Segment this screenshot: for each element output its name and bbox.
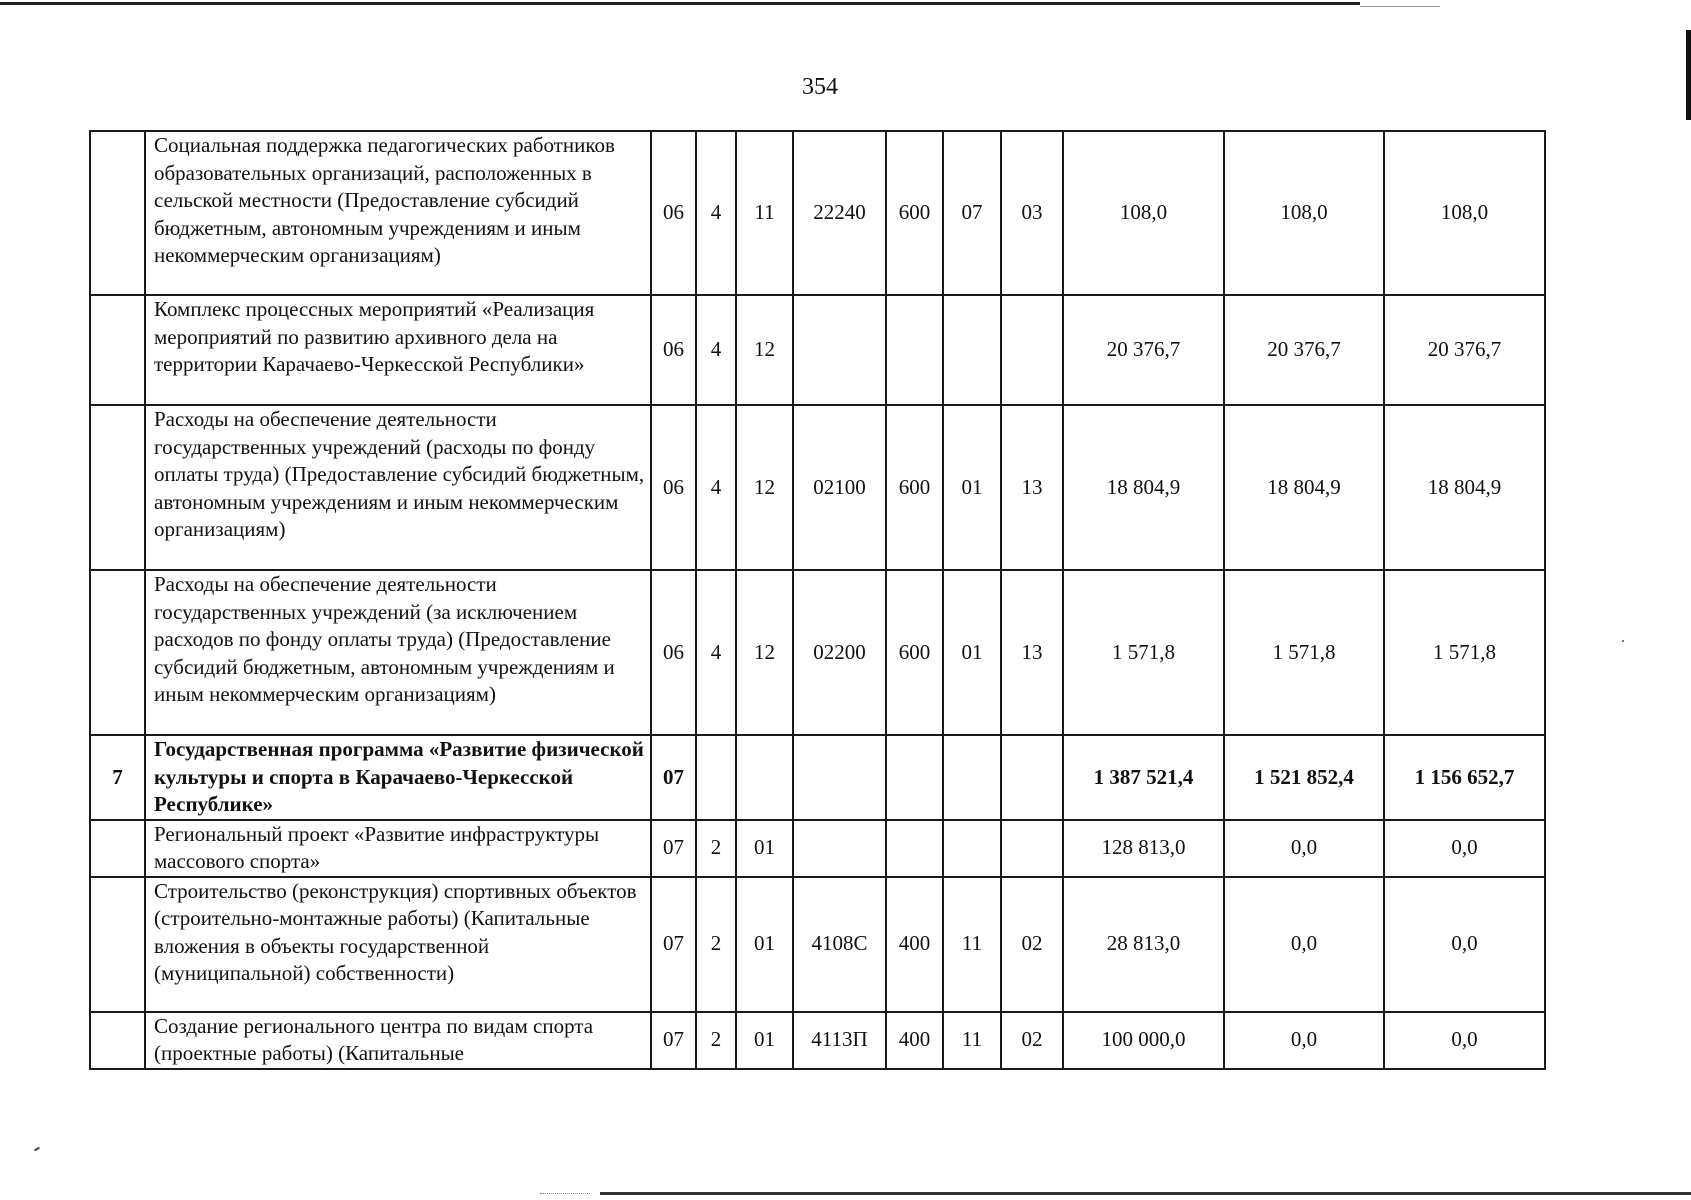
code-expense-type-cell: 600 <box>886 405 943 570</box>
amount-year3-cell: 1 571,8 <box>1384 570 1545 735</box>
code-section-cell <box>943 735 1001 820</box>
code-program-cell: 06 <box>651 570 696 735</box>
code-subprogram-cell <box>736 735 793 820</box>
row-number-cell <box>90 570 145 735</box>
amount-year3-cell: 0,0 <box>1384 877 1545 1012</box>
scan-border-right <box>1686 30 1691 120</box>
item-name-cell: Строительство (реконструкция) спортивных объектов (строительно-монтажные работы) (Капитальные вложения в объекты государственной (муниципальной) собственности) <box>145 877 651 1012</box>
amount-year3-cell: 0,0 <box>1384 1012 1545 1069</box>
table-row <box>90 131 1545 295</box>
table-row <box>90 295 1545 405</box>
item-name-cell: Комплекс процессных мероприятий «Реализация мероприятий по развитию архивного дела на территории Карачаево-Черкесской Республики» <box>145 295 651 405</box>
code-expense-type-cell: 400 <box>886 1012 943 1069</box>
code-section-cell <box>943 295 1001 405</box>
item-name-cell: Государственная программа «Развитие физической культуры и спорта в Карачаево-Черкесской Республике» <box>145 735 651 820</box>
code-direction-cell: 4113П <box>793 1012 886 1069</box>
amount-year3-cell: 20 376,7 <box>1384 295 1545 405</box>
code-type-cell: 4 <box>696 295 736 405</box>
table-row <box>90 735 1545 820</box>
code-type-cell <box>696 735 736 820</box>
item-name-cell: Социальная поддержка педагогических работников образовательных организаций, расположенных в сельской местности (Предоставление субсидий бюджетным, автономным учреждениям и иным некоммерческим организациям) <box>145 131 651 295</box>
amount-year3-cell: 108,0 <box>1384 131 1545 295</box>
amount-year1-cell: 128 813,0 <box>1063 820 1224 877</box>
code-expense-type-cell: 600 <box>886 131 943 295</box>
code-section-cell: 11 <box>943 877 1001 1012</box>
code-subprogram-cell: 12 <box>736 570 793 735</box>
code-subprogram-cell: 01 <box>736 1012 793 1069</box>
code-subsection-cell: 02 <box>1001 1012 1063 1069</box>
code-type-cell: 4 <box>696 405 736 570</box>
amount-year2-cell: 1 521 852,4 <box>1224 735 1384 820</box>
code-program-cell: 07 <box>651 735 696 820</box>
table-row <box>90 405 1545 570</box>
code-program-cell: 06 <box>651 295 696 405</box>
code-section-cell: 07 <box>943 131 1001 295</box>
code-direction-cell: 02200 <box>793 570 886 735</box>
scan-border-top <box>0 2 1360 5</box>
scan-border-top-faint <box>1360 6 1440 7</box>
amount-year1-cell: 1 571,8 <box>1063 570 1224 735</box>
code-subsection-cell: 13 <box>1001 405 1063 570</box>
amount-year1-cell: 100 000,0 <box>1063 1012 1224 1069</box>
code-expense-type-cell: 400 <box>886 877 943 1012</box>
code-section-cell: 11 <box>943 1012 1001 1069</box>
table-row <box>90 877 1545 1012</box>
scan-speck <box>34 1147 40 1152</box>
code-program-cell: 07 <box>651 820 696 877</box>
code-direction-cell <box>793 820 886 877</box>
amount-year2-cell: 18 804,9 <box>1224 405 1384 570</box>
item-name-cell: Региональный проект «Развитие инфраструктуры массового спорта» <box>145 820 651 877</box>
code-program-cell: 06 <box>651 131 696 295</box>
code-type-cell: 2 <box>696 1012 736 1069</box>
code-direction-cell: 4108С <box>793 877 886 1012</box>
amount-year1-cell: 20 376,7 <box>1063 295 1224 405</box>
code-subsection-cell: 02 <box>1001 877 1063 1012</box>
amount-year3-cell: 1 156 652,7 <box>1384 735 1545 820</box>
code-subprogram-cell: 01 <box>736 877 793 1012</box>
item-name-cell: Создание регионального центра по видам спорта (проектные работы) (Капитальные <box>145 1012 651 1069</box>
row-number-cell <box>90 405 145 570</box>
code-expense-type-cell <box>886 295 943 405</box>
code-section-cell <box>943 820 1001 877</box>
scan-speck <box>1622 640 1624 642</box>
amount-year2-cell: 0,0 <box>1224 877 1384 1012</box>
table-row <box>90 820 1545 877</box>
code-direction-cell <box>793 735 886 820</box>
item-name-cell: Расходы на обеспечение деятельности государственных учреждений (за исключением расходов по фонду оплаты труда) (Предоставление субсидий бюджетным, автономным учреждениям и иным некоммерческим организациям) <box>145 570 651 735</box>
code-subsection-cell <box>1001 820 1063 877</box>
code-program-cell: 07 <box>651 1012 696 1069</box>
amount-year3-cell: 18 804,9 <box>1384 405 1545 570</box>
code-type-cell: 4 <box>696 131 736 295</box>
amount-year3-cell: 0,0 <box>1384 820 1545 877</box>
page-number: 354 <box>802 74 838 100</box>
amount-year1-cell: 18 804,9 <box>1063 405 1224 570</box>
code-direction-cell <box>793 295 886 405</box>
row-number-cell <box>90 1012 145 1069</box>
amount-year1-cell: 108,0 <box>1063 131 1224 295</box>
code-subsection-cell <box>1001 735 1063 820</box>
table-body <box>90 131 1545 1069</box>
code-expense-type-cell: 600 <box>886 570 943 735</box>
amount-year2-cell: 1 571,8 <box>1224 570 1384 735</box>
table-row <box>90 570 1545 735</box>
code-program-cell: 07 <box>651 877 696 1012</box>
code-section-cell: 01 <box>943 405 1001 570</box>
row-number-cell <box>90 820 145 877</box>
budget-table <box>89 130 1546 1070</box>
row-number-cell <box>90 295 145 405</box>
amount-year1-cell: 1 387 521,4 <box>1063 735 1224 820</box>
code-expense-type-cell <box>886 820 943 877</box>
table-row <box>90 1012 1545 1069</box>
code-subsection-cell: 13 <box>1001 570 1063 735</box>
code-section-cell: 01 <box>943 570 1001 735</box>
code-direction-cell: 02100 <box>793 405 886 570</box>
code-program-cell: 06 <box>651 405 696 570</box>
scan-border-bottom <box>600 1192 1691 1195</box>
code-subprogram-cell: 12 <box>736 405 793 570</box>
amount-year2-cell: 108,0 <box>1224 131 1384 295</box>
row-number-cell <box>90 877 145 1012</box>
amount-year2-cell: 20 376,7 <box>1224 295 1384 405</box>
code-subprogram-cell: 11 <box>736 131 793 295</box>
code-type-cell: 2 <box>696 877 736 1012</box>
code-subsection-cell <box>1001 295 1063 405</box>
amount-year2-cell: 0,0 <box>1224 1012 1384 1069</box>
amount-year1-cell: 28 813,0 <box>1063 877 1224 1012</box>
code-direction-cell: 22240 <box>793 131 886 295</box>
row-number-cell: 7 <box>90 735 145 820</box>
item-name-cell: Расходы на обеспечение деятельности государственных учреждений (расходы по фонду оплаты труда) (Предоставление субсидий бюджетным, автономным учреждениям и иным некоммерческим организациям) <box>145 405 651 570</box>
code-subsection-cell: 03 <box>1001 131 1063 295</box>
code-expense-type-cell <box>886 735 943 820</box>
amount-year2-cell: 0,0 <box>1224 820 1384 877</box>
code-type-cell: 2 <box>696 820 736 877</box>
scan-bottom-dots <box>540 1193 590 1195</box>
code-subprogram-cell: 12 <box>736 295 793 405</box>
row-number-cell <box>90 131 145 295</box>
code-subprogram-cell: 01 <box>736 820 793 877</box>
code-type-cell: 4 <box>696 570 736 735</box>
